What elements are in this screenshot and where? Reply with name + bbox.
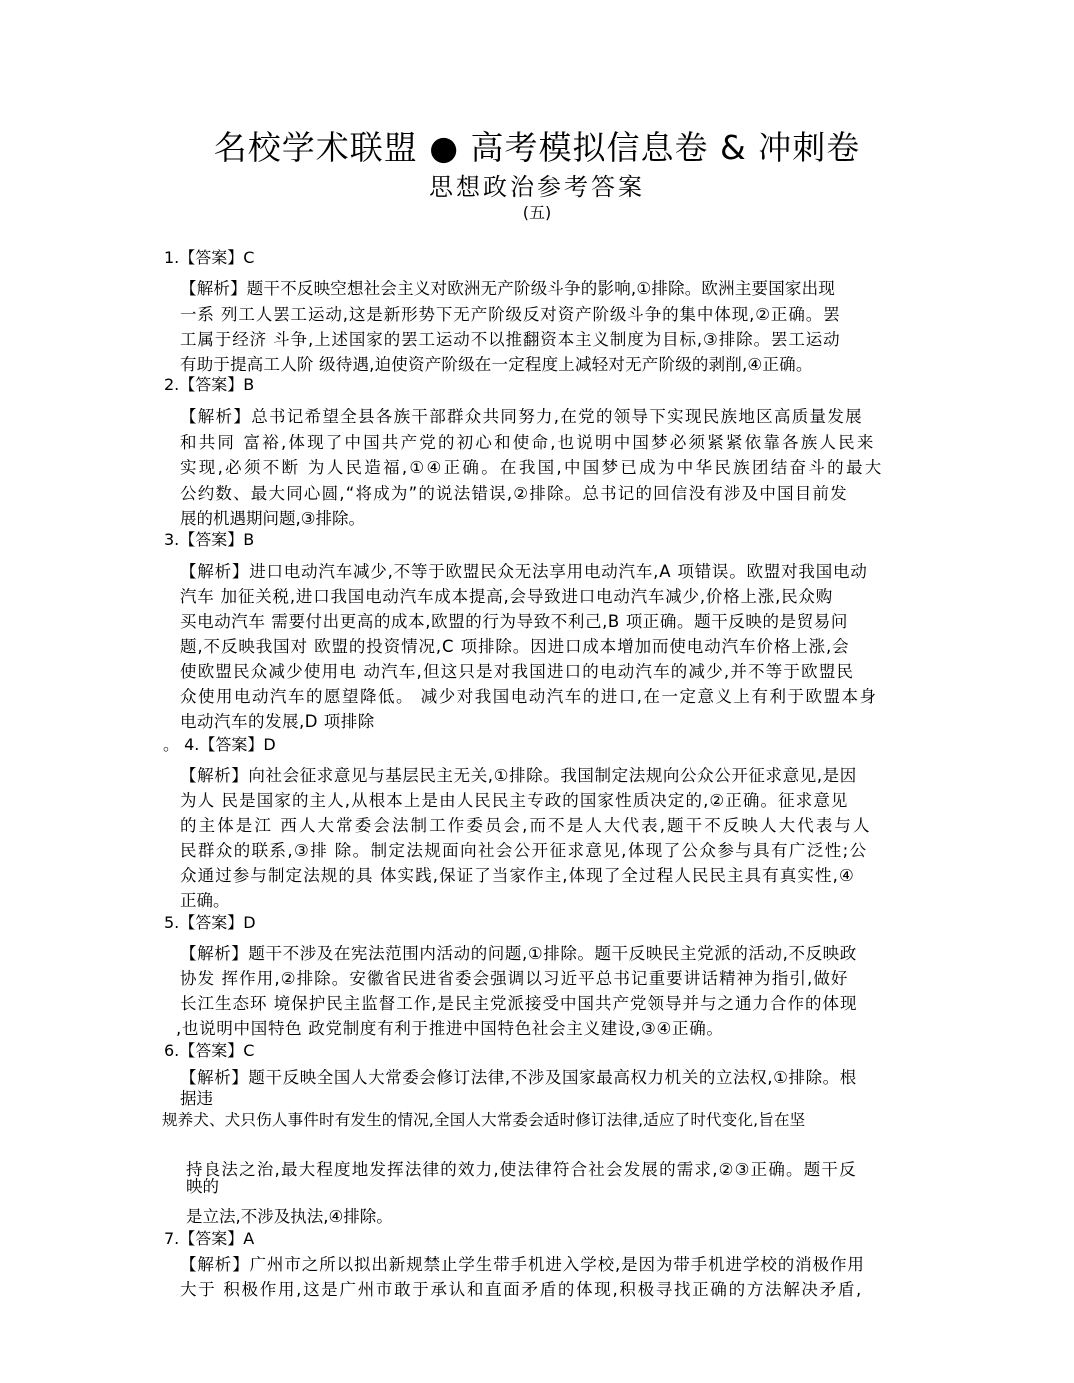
analysis-line: 【解析】总书记希望全县各族干部群众共同努力,在党的领导下实现民族地区高质量发展 — [180, 407, 863, 426]
page-subtitle: 思想政治参考答案 — [429, 173, 645, 201]
analysis-line: 和共同 富裕,体现了中国共产党的初心和使命,也说明中国梦必须紧紧依靠各族人民来 — [180, 433, 876, 452]
answer-heading-2: 2.【答案】B — [164, 375, 255, 394]
analysis-line: 展的机遇期问题,③排除。 — [180, 509, 366, 528]
analysis-line: ,也说明中国特色 政党制度有利于推进中国特色社会主义建设,③④正确。 — [176, 1019, 724, 1038]
analysis-line: 题,不反映我国对 欧盟的投资情况,C 项排除。因进口成本增加而使电动汽车价格上涨,会 — [180, 637, 850, 656]
analysis-line: 【解析】广州市之所以拟出新规禁止学生带手机进入学校,是因为带手机进学校的消极作用 — [180, 1255, 865, 1274]
analysis-line: 有助于提高工人阶 级待遇,迫使资产阶级在一定程度上减轻对无产阶级的剥削,④正确。 — [180, 355, 813, 374]
analysis-line: 正确。 — [180, 891, 230, 910]
analysis-line: 映的 — [186, 1177, 219, 1196]
analysis-line: 【解析】进口电动汽车减少,不等于欧盟民众无法享用电动汽车,A 项错误。欧盟对我国电动 — [180, 562, 868, 581]
analysis-line: 汽车 加征关税,进口我国电动汽车成本提高,会导致进口电动汽车减少,价格上涨,民众购 — [180, 587, 834, 606]
analysis-line: 大于 积极作用,这是广州市敢于承认和直面矛盾的体现,积极寻找正确的方法解决矛盾, — [180, 1280, 863, 1299]
analysis-line: 据违 — [180, 1089, 213, 1108]
answer-heading-1: 1.【答案】C — [164, 248, 255, 267]
analysis-line: 【解析】题干反映全国人大常委会修订法律,不涉及国家最高权力机关的立法权,①排除。根 — [180, 1068, 857, 1087]
analysis-line: 实现,必须不断 为人民造福,①④正确。在我国,中国梦已成为中华民族团结奋斗的最大 — [180, 458, 884, 477]
analysis-line: 公约数、最大同心圆,“将成为”的说法错误,②排除。总书记的回信没有涉及中国目前发 — [180, 484, 848, 503]
analysis-line: 持良法之治,最大程度地发挥法律的效力,使法律符合社会发展的需求,②③正确。题干反 — [186, 1160, 857, 1179]
analysis-line: 协发 挥作用,②排除。安徽省民进省委会强调以习近平总书记重要讲话精神为指引,做好 — [180, 969, 849, 988]
analysis-line: 的主体是江 西人大常委会法制工作委员会,而不是人大代表,题干不反映人大代表与人 — [180, 816, 872, 835]
analysis-line: 民群众的联系,③排 除。制定法规面向社会公开征求意见,体现了公众参与具有广泛性;公 — [180, 841, 868, 860]
analysis-line: 规养犬、犬只伤人事件时有发生的情况,全国人大常委会适时修订法律,适应了时代变化,旨在坚 — [162, 1111, 806, 1129]
answer-heading-5: 5.【答案】D — [164, 913, 256, 932]
analysis-line: 是立法,不涉及执法,④排除。 — [186, 1207, 393, 1226]
analysis-line: 众使用电动汽车的愿望降低。 减少对我国电动汽车的进口,在一定意义上有利于欧盟本身 — [180, 687, 878, 706]
analysis-line: 众通过参与制定法规的具 体实践,保证了当家作主,体现了全过程人民民主具有真实性,④ — [180, 866, 855, 885]
analysis-line: 长江生态环 境保护民主监督工作,是民主党派接受中国共产党领导并与之通力合作的体现 — [180, 994, 858, 1013]
page-title: 名校学术联盟 ● 高考模拟信息卷 & 冲刺卷 — [213, 128, 861, 167]
answer-heading-4: 。 4.【答案】D — [163, 735, 276, 754]
analysis-line: 【解析】题干不涉及在宪法范围内活动的问题,①排除。题干反映民主党派的活动,不反映政 — [180, 944, 857, 963]
answer-heading-3: 3.【答案】B — [164, 530, 255, 549]
analysis-line: 买电动汽车 需要付出更高的成本,欧盟的行为导致不利己,B 项正确。题干反映的是贸易问 — [180, 612, 848, 631]
analysis-line: 【解析】向社会征求意见与基层民主无关,①排除。我国制定法规向公众公开征求意见,是因 — [180, 766, 857, 785]
analysis-line: 【解析】题干不反映空想社会主义对欧洲无产阶级斗争的影响,①排除。欧洲主要国家出现 — [180, 279, 836, 298]
answer-heading-6: 6.【答案】C — [164, 1041, 255, 1060]
analysis-line: 使欧盟民众减少使用电 动汽车,但这只是对我国进口的电动汽车的减少,并不等于欧盟民 — [180, 662, 855, 681]
analysis-line: 一系 列工人罢工运动,这是新形势下无产阶级反对资产阶级斗争的集中体现,②正确。罢 — [180, 305, 841, 324]
analysis-line: 电动汽车的发展,D 项排除 — [180, 712, 375, 731]
analysis-line: 工属于经济 斗争,上述国家的罢工运动不以推翻资本主义制度为目标,③排除。罢工运动 — [180, 330, 841, 349]
analysis-line: 为人 民是国家的主人,从根本上是由人民民主专政的国家性质决定的,②正确。征求意见 — [180, 791, 849, 810]
answer-heading-7: 7.【答案】A — [164, 1229, 255, 1248]
volume-label: (五) — [522, 203, 552, 222]
